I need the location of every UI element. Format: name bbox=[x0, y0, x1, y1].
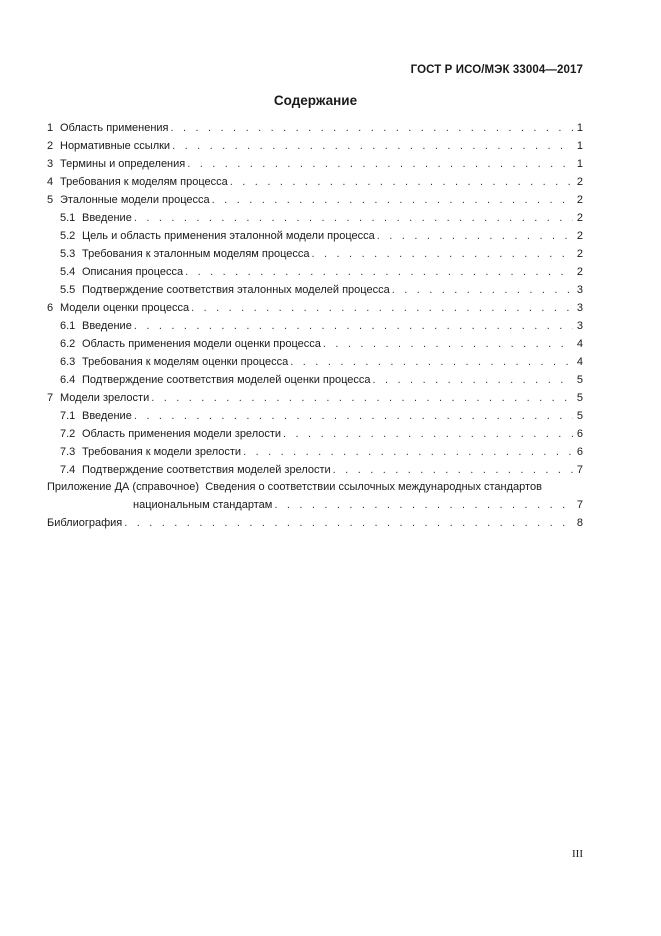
toc-entry-number: 1 bbox=[47, 122, 54, 134]
leader-dots bbox=[191, 299, 573, 317]
toc-entry[interactable] bbox=[47, 191, 583, 209]
leader-dots bbox=[290, 353, 573, 371]
appendix-prefix: Приложение ДА (справочное) bbox=[47, 481, 200, 493]
toc-entry[interactable] bbox=[47, 227, 583, 245]
toc-entry-number: 5.5 bbox=[60, 284, 76, 296]
leader-dots bbox=[323, 335, 573, 353]
toc-entry-label: Эталонные модели процесса bbox=[60, 194, 210, 206]
toc-entry[interactable] bbox=[47, 245, 583, 263]
toc-entry[interactable] bbox=[47, 155, 583, 173]
toc-entry-label: Модели зрелости bbox=[60, 392, 150, 404]
toc-entry-page: 5 bbox=[576, 392, 583, 404]
toc-entry[interactable] bbox=[47, 371, 583, 389]
toc-entry[interactable] bbox=[47, 299, 583, 317]
toc-entry-number: 2 bbox=[47, 140, 54, 152]
toc-entry-page: 3 bbox=[576, 302, 583, 314]
toc-entry[interactable] bbox=[47, 443, 583, 461]
toc-entry-label: Описания процесса bbox=[82, 266, 184, 278]
toc-entry-page: 1 bbox=[576, 140, 583, 152]
toc-entry-page: 4 bbox=[576, 356, 583, 368]
toc-entry-number: 5 bbox=[47, 194, 54, 206]
toc-entry-number: 7.1 bbox=[60, 410, 76, 422]
toc-bibliography[interactable] bbox=[47, 514, 583, 532]
bibliography-label: Библиография bbox=[47, 517, 123, 529]
toc-entry[interactable] bbox=[47, 461, 583, 479]
toc-entry-label: Введение bbox=[82, 410, 132, 422]
leader-dots bbox=[243, 443, 573, 461]
toc-entry-label: Подтверждение соответствия моделей зрелости bbox=[82, 464, 331, 476]
leader-dots bbox=[333, 461, 573, 479]
toc-entry[interactable] bbox=[47, 281, 583, 299]
toc-entry[interactable] bbox=[47, 425, 583, 443]
toc-entry-page: 3 bbox=[576, 284, 583, 296]
toc-entry-page: 6 bbox=[576, 428, 583, 440]
toc-entry-label: Подтверждение соответствия моделей оценки процесса bbox=[82, 374, 371, 386]
leader-dots bbox=[185, 263, 573, 281]
toc-entry-number: 6.3 bbox=[60, 356, 76, 368]
toc-entry-label: Подтверждение соответствия эталонных моделей процесса bbox=[82, 284, 390, 296]
leader-dots bbox=[171, 119, 574, 137]
leader-dots bbox=[187, 155, 573, 173]
toc-entry-number: 6.4 bbox=[60, 374, 76, 386]
toc-entry-label: Введение bbox=[82, 212, 132, 224]
toc-entry-number: 7.2 bbox=[60, 428, 76, 440]
toc-entry[interactable] bbox=[47, 263, 583, 281]
toc-entries bbox=[47, 119, 583, 479]
toc-entry-page: 2 bbox=[576, 194, 583, 206]
leader-dots bbox=[134, 407, 573, 425]
page-title: Содержание bbox=[273, 93, 358, 108]
toc-entry-number: 4 bbox=[47, 176, 54, 188]
toc-entry-page: 5 bbox=[576, 374, 583, 386]
toc-entry-number: 3 bbox=[47, 158, 54, 170]
leader-dots bbox=[392, 281, 573, 299]
toc-entry-page: 2 bbox=[576, 248, 583, 260]
toc-entry[interactable] bbox=[47, 137, 583, 155]
toc-entry-number: 7.4 bbox=[60, 464, 76, 476]
toc-entry[interactable] bbox=[47, 119, 583, 137]
toc-entry-number: 5.3 bbox=[60, 248, 76, 260]
toc-entry-number: 7 bbox=[47, 392, 54, 404]
toc-entry-page: 5 bbox=[576, 410, 583, 422]
leader-dots bbox=[373, 371, 573, 389]
toc-entry-label: Нормативные ссылки bbox=[60, 140, 171, 152]
leader-dots bbox=[312, 245, 573, 263]
toc-entry-label: Введение bbox=[82, 320, 132, 332]
toc-entry-page: 2 bbox=[576, 230, 583, 242]
toc-entry[interactable] bbox=[47, 209, 583, 227]
bibliography-page: 8 bbox=[576, 517, 583, 529]
appendix-title-line2: национальным стандартам bbox=[133, 499, 273, 511]
toc-entry-page: 6 bbox=[576, 446, 583, 458]
toc-entry[interactable] bbox=[47, 407, 583, 425]
toc-entry-number: 7.3 bbox=[60, 446, 76, 458]
leader-dots bbox=[283, 425, 573, 443]
page-number: III bbox=[572, 848, 583, 860]
toc-entry-label: Требования к моделям оценки процесса bbox=[82, 356, 289, 368]
appendix-title-line1: Сведения о соответствии ссылочных международных стандартов bbox=[205, 481, 542, 493]
toc-entry-number: 5.2 bbox=[60, 230, 76, 242]
table-of-contents bbox=[47, 119, 583, 532]
leader-dots bbox=[212, 191, 573, 209]
toc-entry-label: Требования к модели зрелости bbox=[82, 446, 242, 458]
toc-appendix[interactable] bbox=[47, 479, 583, 514]
toc-entry-number: 5.4 bbox=[60, 266, 76, 278]
toc-entry-label: Термины и определения bbox=[60, 158, 186, 170]
toc-entry-label: Требования к моделям процесса bbox=[60, 176, 228, 188]
toc-entry-page: 1 bbox=[576, 122, 583, 134]
toc-entry[interactable] bbox=[47, 353, 583, 371]
toc-entry-page: 4 bbox=[576, 338, 583, 350]
toc-entry-page: 7 bbox=[576, 464, 583, 476]
leader-dots bbox=[274, 496, 573, 514]
leader-dots bbox=[151, 389, 573, 407]
toc-entry-page: 3 bbox=[576, 320, 583, 332]
toc-entry-number: 6.2 bbox=[60, 338, 76, 350]
leader-dots bbox=[230, 173, 573, 191]
leader-dots bbox=[134, 209, 573, 227]
toc-entry-page: 2 bbox=[576, 266, 583, 278]
toc-entry-page: 1 bbox=[576, 158, 583, 170]
toc-entry[interactable] bbox=[47, 317, 583, 335]
document-code: ГОСТ Р ИСО/МЭК 33004—2017 bbox=[410, 64, 583, 76]
toc-entry-label: Область применения bbox=[60, 122, 169, 134]
leader-dots bbox=[172, 137, 573, 155]
toc-entry-number: 6.1 bbox=[60, 320, 76, 332]
appendix-page: 7 bbox=[576, 499, 583, 511]
toc-entry-label: Требования к эталонным моделям процесса bbox=[82, 248, 310, 260]
toc-entry[interactable] bbox=[47, 173, 583, 191]
leader-dots bbox=[134, 317, 573, 335]
toc-entry-page: 2 bbox=[576, 212, 583, 224]
toc-entry-number: 6 bbox=[47, 302, 54, 314]
toc-entry-label: Область применения модели зрелости bbox=[82, 428, 282, 440]
toc-entry-page: 2 bbox=[576, 176, 583, 188]
toc-entry-label: Модели оценки процесса bbox=[60, 302, 190, 314]
toc-entry-label: Область применения модели оценки процесса bbox=[82, 338, 321, 350]
toc-entry[interactable] bbox=[47, 335, 583, 353]
toc-entry-number: 5.1 bbox=[60, 212, 76, 224]
toc-entry-label: Цель и область применения эталонной модели процесса bbox=[82, 230, 375, 242]
leader-dots bbox=[124, 514, 573, 532]
toc-entry[interactable] bbox=[47, 389, 583, 407]
leader-dots bbox=[377, 227, 573, 245]
